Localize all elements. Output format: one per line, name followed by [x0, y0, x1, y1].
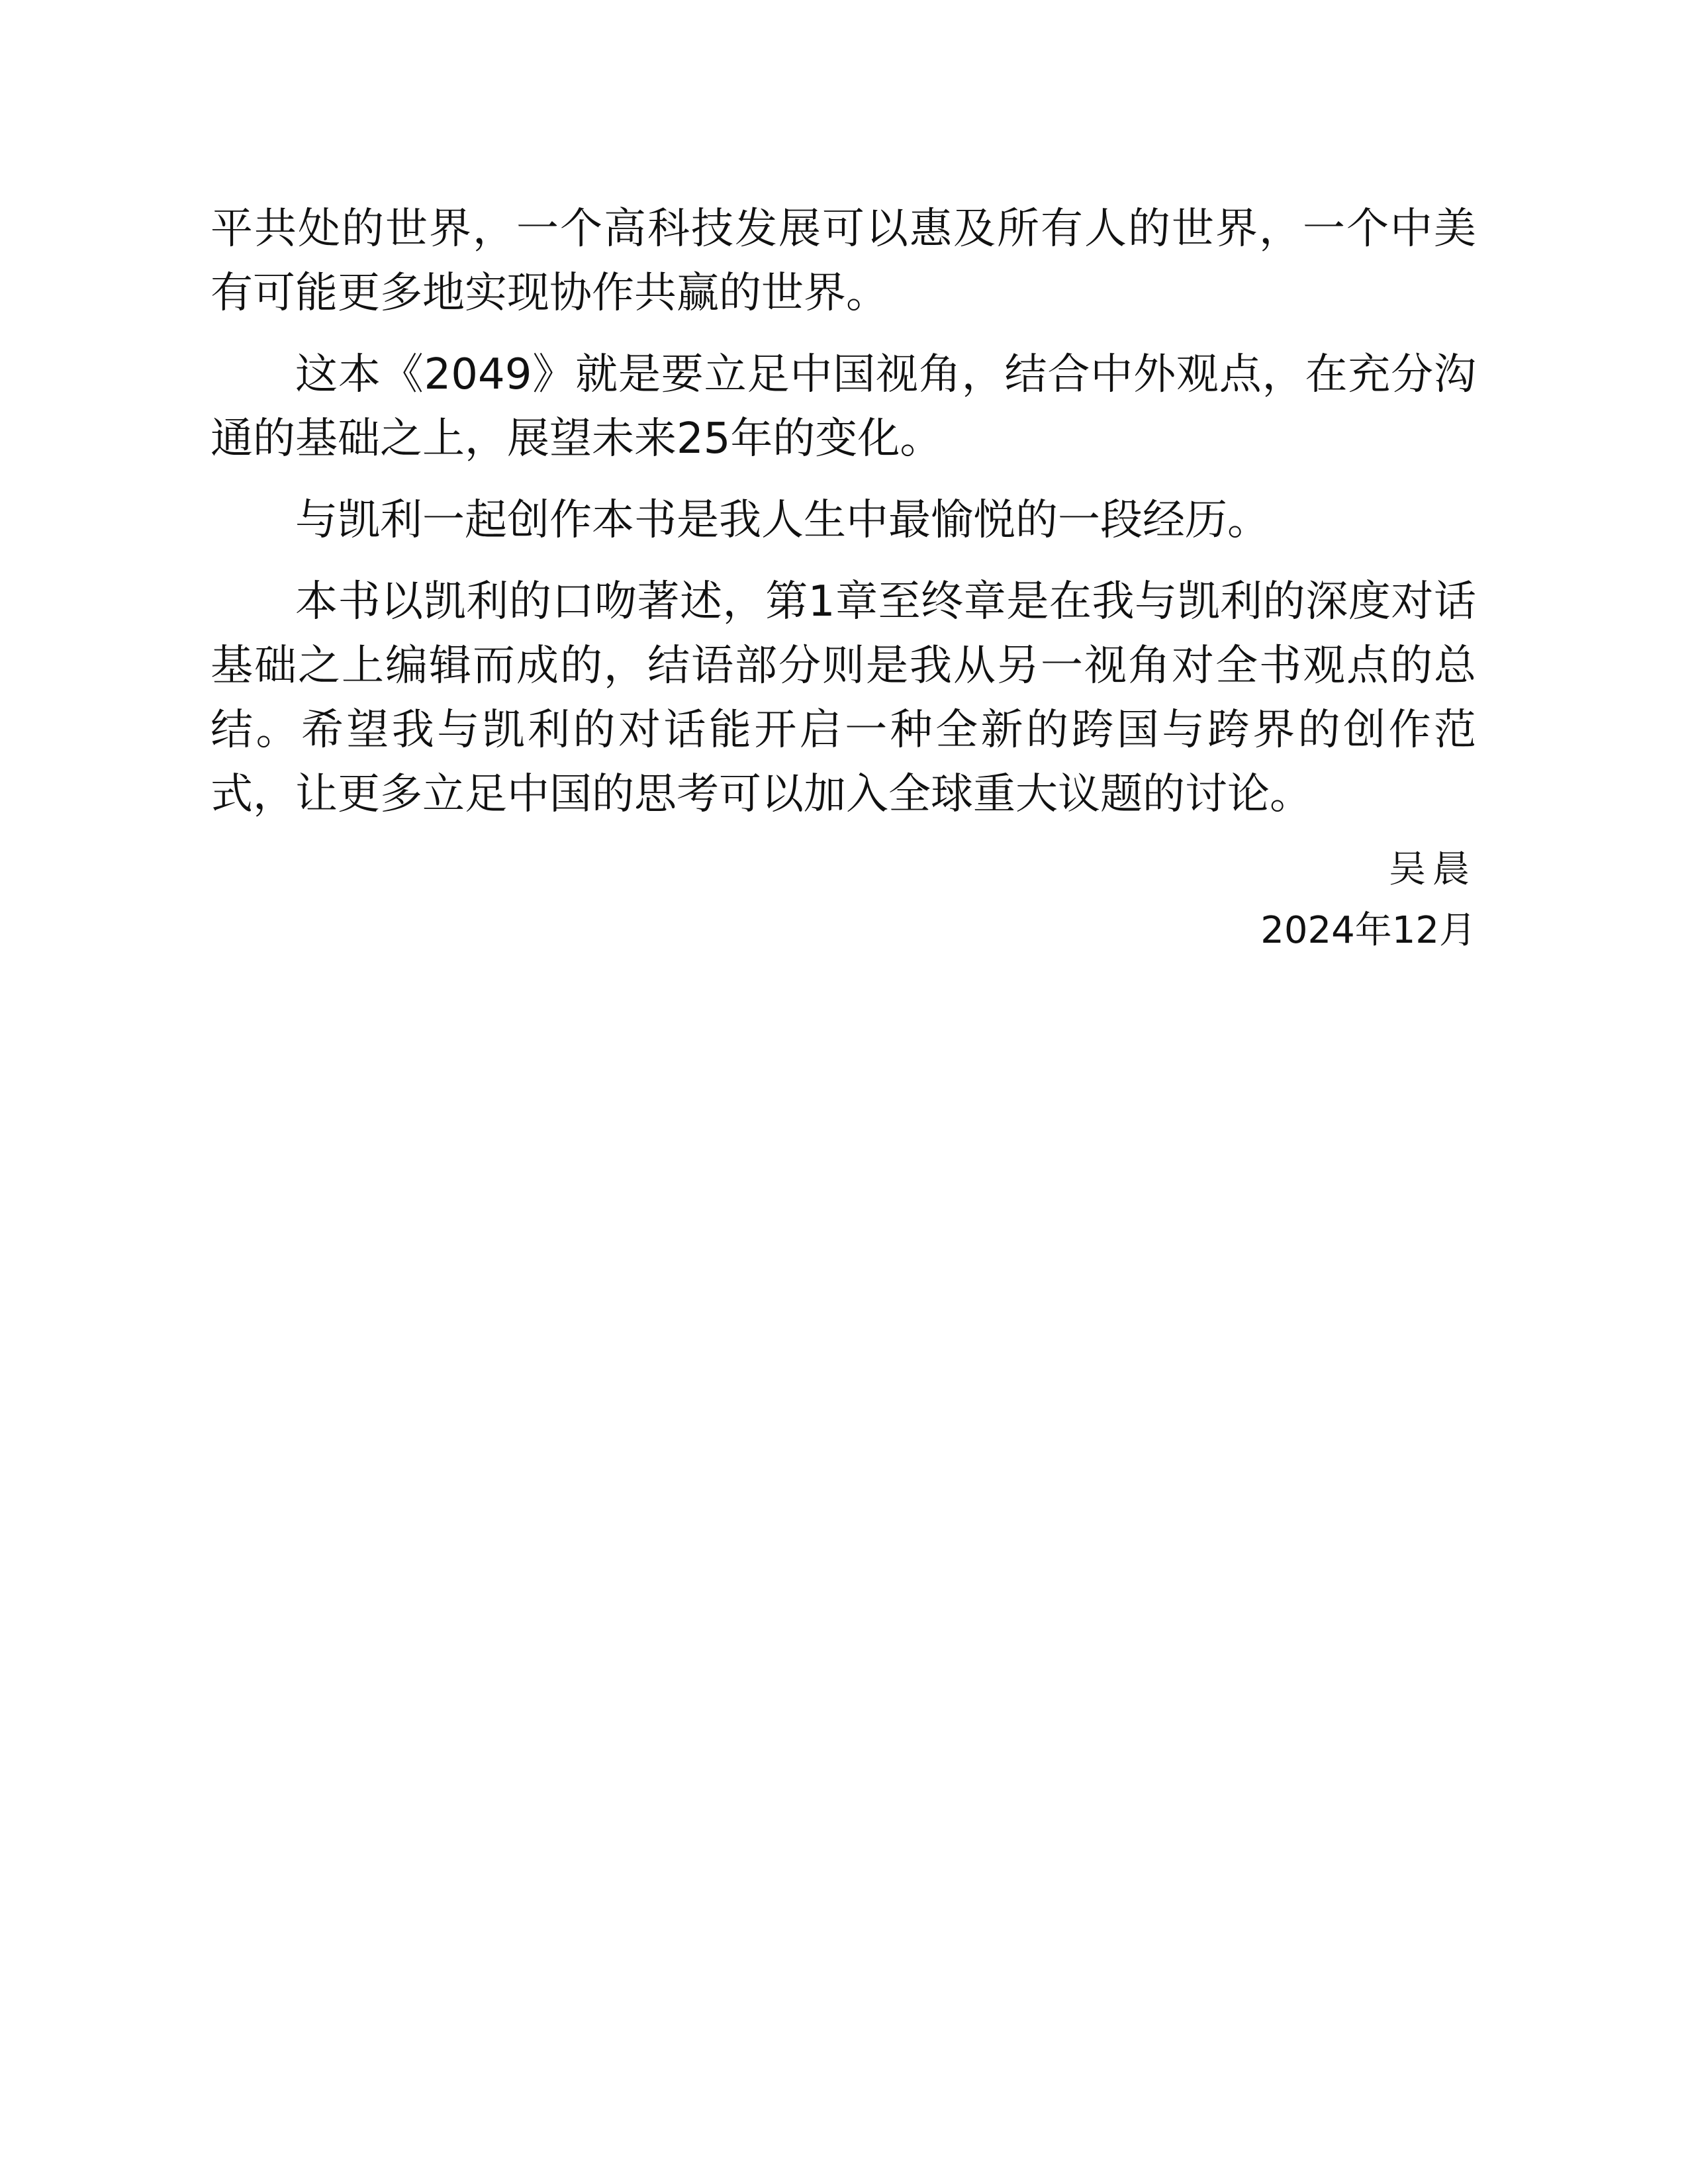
signature-date: 2024年12月 — [1260, 909, 1476, 952]
signature-block — [1260, 839, 1476, 961]
paragraph-structure: 本书以凯利的口吻著述，第1章至终章是在我与凯利的深度对话基础之上编辑而成的，结语部分则是我从另一视角对全书观点的总结。希望我与凯利的对话能开启一种全新的跨国与跨界的创作范式，让更多立足中国的思考可以加入全球重大议题的讨论。 — [211, 577, 1476, 819]
document-body — [211, 197, 1476, 844]
signature-name: 吴晨 — [1389, 848, 1476, 891]
paragraph-collaboration: 与凯利一起创作本书是我人生中最愉悦的一段经历。 — [295, 496, 1270, 545]
paragraph-continued: 平共处的世界，一个高科技发展可以惠及所有人的世界，一个中美有可能更多地实现协作共赢的世界。 — [211, 205, 1476, 318]
paragraph-2049-intro: 这本《2049》就是要立足中国视角，结合中外观点，在充分沟通的基础之上，展望未来25年的变化。 — [211, 350, 1476, 463]
